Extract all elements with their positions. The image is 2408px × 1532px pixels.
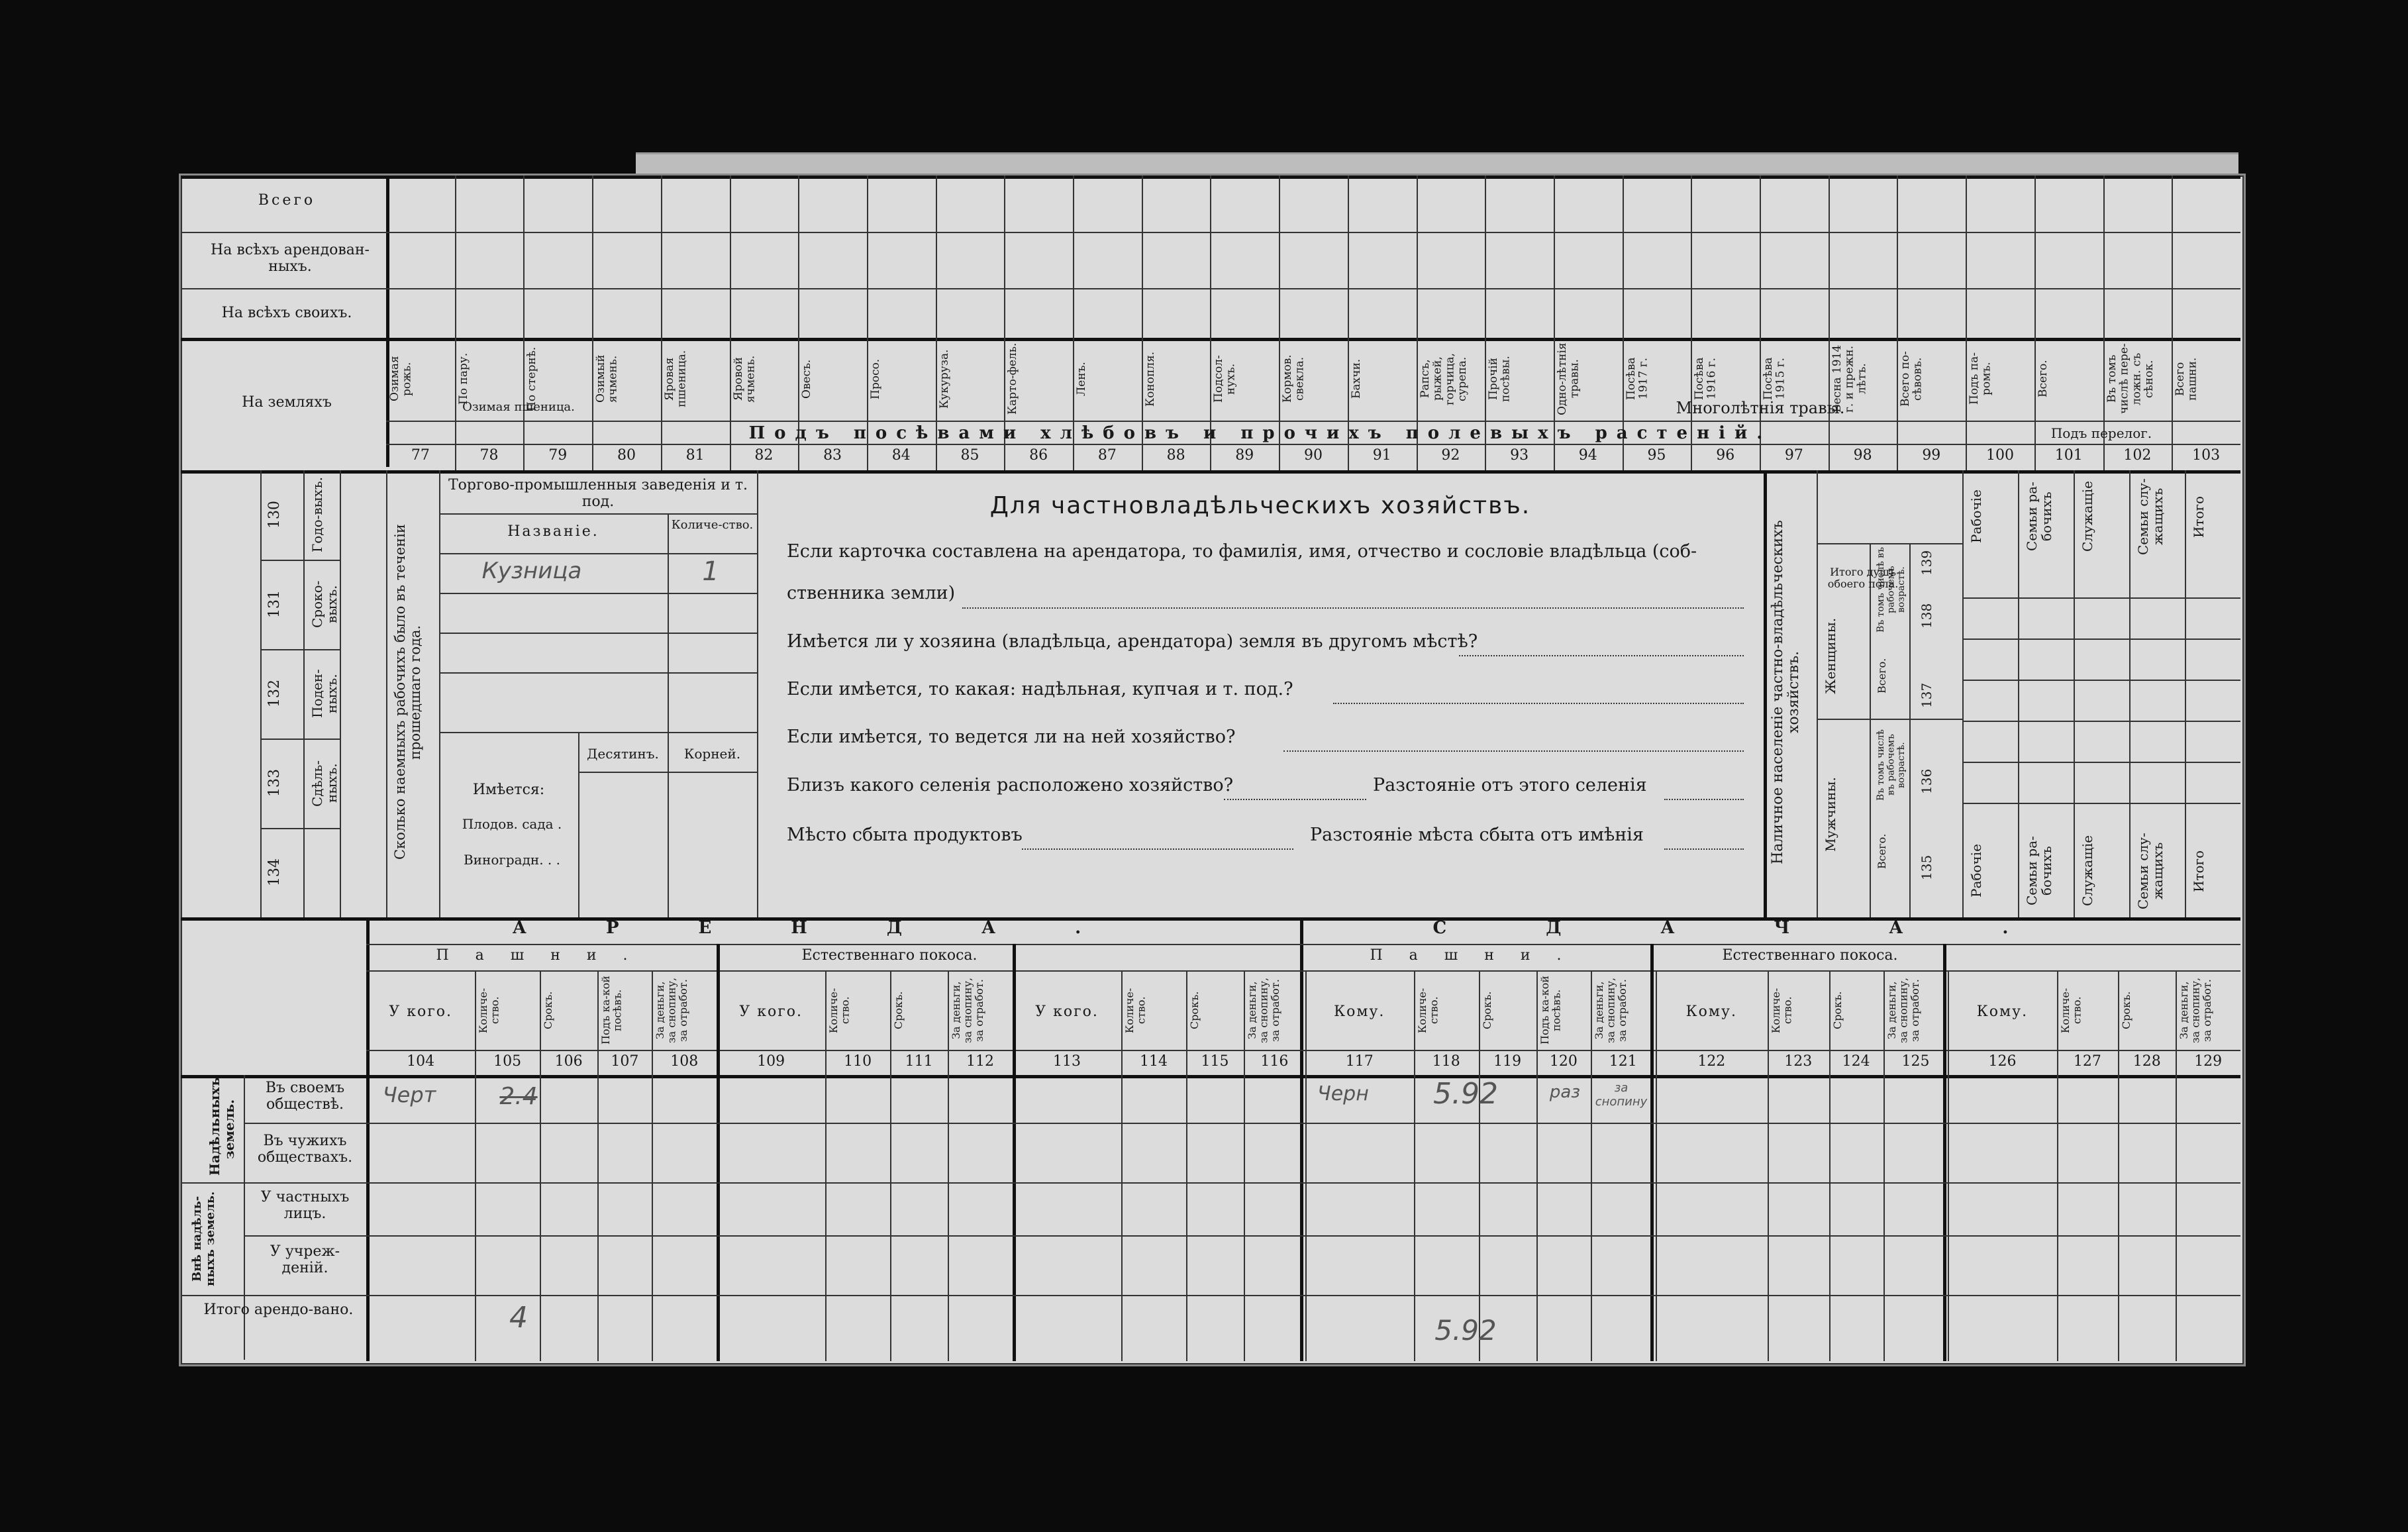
arenda-col-header: Кому. [1685,1003,1737,1020]
pop-vsego-w: Всего. [1876,658,1888,693]
arenda-group-divider [717,944,720,1361]
arenda-col-number: 127 [2073,1053,2101,1070]
crop-header: Озимый ячмень. [594,354,620,403]
arenda-divider [1536,970,1538,1361]
arenda-col-number: 122 [1697,1053,1726,1070]
pop-number: 137 [1919,682,1934,709]
hand-r1-c118: 5.92 [1433,1077,1498,1111]
arenda-col-number: 106 [554,1053,583,1070]
hand-r1-c105: 2.4 [499,1083,538,1110]
crop-number: 88 [1166,447,1185,464]
pop-col-top: Итого [2191,495,2207,538]
crop-header: Прочій посѣвы. [1487,356,1513,402]
private-q4: Если имѣется, то ведется ли на ней хозяйство? [787,727,1236,747]
hand-itogo-118: 5.92 [1434,1314,1497,1347]
arenda-col-number: 117 [1345,1053,1374,1070]
private-q5b: Разстояніе отъ этого селенія [1373,775,1647,795]
arenda-col-number: 109 [757,1053,785,1070]
trade-qty-header: Количе-ство. [671,518,754,532]
private-q1a: Если карточка составлена на арендатора, то фамилія, имя, отчество и сословіе владѣльца (соб- [787,541,1697,562]
pop-divider [2129,470,2131,917]
arenda-col-number: 126 [1988,1053,2017,1070]
pop-vtom-w: Въ томъ числѣ въ рабочемъ возрастѣ. [1876,546,1907,633]
arenda-col-number: 110 [844,1053,872,1070]
pop-row-line [1962,803,2240,804]
crop-number: 94 [1578,447,1597,464]
arenda-col-header: Количе-ство. [827,988,852,1033]
arenda-group-divider [1943,944,1946,1361]
sdacha-pashni: Пашни. [1370,947,1588,964]
crop-number: 79 [548,447,568,464]
mnogoletnie-label: Многолѣтнія травы. [1676,399,1845,417]
crop-header: Кукуруза. [937,349,951,409]
crop-header: Яровой ячмень. [731,355,758,403]
private-q6a: Мѣсто сбыта продуктовъ [787,825,1023,845]
pop-number: 139 [1919,550,1934,576]
arenda-col-header: За деньги, за снопину, за отработ. [1593,977,1629,1044]
pop-divider [1962,470,1964,917]
crop-number: 89 [1235,447,1254,464]
row-arendovannykh: На всѣхъ арендован-ныхъ. [211,242,370,276]
crop-number: 98 [1853,447,1872,464]
arenda-divider [1121,970,1123,1361]
arenda-col-number: 104 [407,1053,435,1070]
perelog-label: Подъ перелог. [2050,425,2152,441]
workers-divider [260,560,340,561]
pop-divider [1817,543,1962,544]
crop-number: 82 [754,447,774,464]
arenda-col-header: Количе-ство. [1123,988,1148,1033]
crop-header: Всего по-сѣвовъ. [1899,351,1925,407]
arenda-col-number: 119 [1493,1053,1522,1070]
crop-header: Въ томъ числѣ пере-ложн. съ сѣнок. [2105,343,2156,415]
crop-header: Кормов. свекла. [1281,354,1307,403]
arenda-divider [2118,970,2119,1361]
private-q3: Если имѣется, то какая: надѣльная, купчая и т. под.? [787,679,1293,699]
row-itogo: Итого арендо-вано. [203,1302,354,1318]
arenda-divider [1948,970,1949,1361]
plodov-label: Плодов. сада . [462,816,562,832]
arenda-col-header: За деньги, за снопину, за отработ. [950,977,986,1044]
crop-number: 81 [685,447,705,464]
crop-header: По пару. [456,352,470,405]
pop-divider [1870,543,1871,917]
arenda-col-header: За деньги, за снопину, за отработ. [1246,977,1282,1044]
pop-divider [2185,470,2186,917]
imeetsya-label: Имѣется: [472,782,545,798]
arenda-col-header: Количе-ство. [1770,988,1794,1033]
arenda-col-header: У кого. [739,1003,803,1020]
crop-header: Посѣва 1917 г. [1624,357,1650,401]
pop-col-bottom: Итого [2191,850,2207,892]
workers-label: Годо-выхъ. [309,477,325,553]
pop-row-line [1962,762,2240,763]
arenda-divider [1244,970,1245,1361]
pop-col-top: Рабочіе [1968,489,1984,544]
pop-itogo-dush: Итого душъ обоего пола. [1827,566,1899,591]
crop-header: Бахчи. [1349,358,1363,399]
pop-number: 135 [1919,854,1934,881]
arenda-col-number: 121 [1609,1053,1637,1070]
row-svoem: Въ своемъ обществѣ. [265,1080,345,1113]
crop-header: Просо. [868,358,882,399]
workers-number: 131 [266,590,283,619]
private-title: Для частновладѣльческихъ хозяйствъ. [989,492,1531,519]
arenda-divider [1414,970,1415,1361]
pop-number: 138 [1919,603,1934,629]
arenda-col-header: Подъ ка-кой посѣвъ. [599,976,624,1045]
arenda-col-header: Срокъ. [891,991,905,1030]
arenda-divider [1656,970,1657,1361]
hand-r1-c121: за снопину [1595,1081,1648,1109]
workers-divider [260,649,340,650]
arenda-col-header: Количе-ство. [1415,988,1440,1033]
pop-women: Женщины. [1823,617,1838,694]
sdacha-title: СДАЧА. [1432,918,2108,938]
arenda-group-divider [1013,944,1016,1361]
workers-divider [260,828,340,829]
private-q5a: Близъ какого селенія расположено хозяйство? [787,775,1234,795]
workers-label: Сдѣль-ныхъ. [309,760,340,807]
arenda-pashni: Пашни. [436,947,654,964]
row-svoikh: На всѣхъ своихъ. [221,305,352,321]
arenda-divider [948,970,949,1361]
pop-divider [2074,470,2075,917]
crop-number: 77 [411,447,430,464]
arenda-group-divider [1650,944,1654,1361]
crop-header: Рапсъ, рыжей, горчица, сурепа. [1418,352,1469,405]
crop-number: 101 [2054,447,2083,464]
crop-number: 99 [1922,447,1941,464]
arenda-divider [597,970,599,1361]
crop-number: 91 [1372,447,1391,464]
ozimaya-pshenitsa-label: Озимая пшеница. [462,400,575,414]
row-chastnykh: У частныхъ лицъ. [260,1189,350,1223]
arenda-divider [1186,970,1187,1361]
hand-r1-c117: Черн [1317,1082,1369,1105]
crop-header: Карто-фель. [1006,342,1020,415]
workers-side-label: Сколько наемныхъ рабочихъ было въ теченіи прошедшаго года. [392,524,424,860]
crop-header: Овесъ. [800,359,814,399]
population-side-label: Наличное населеніе частно-владѣльческихъ хозяйствъ. [1770,520,1803,864]
private-q6b: Разстояніе мѣста сбыта отъ имѣнія [1310,825,1644,845]
arenda-col-header: За деньги, за снопину, за отработ. [2178,977,2214,1044]
pop-col-top: Служащіе [2080,481,2095,552]
arenda-col-header: У кого. [389,1003,452,1020]
pop-divider [2018,470,2019,917]
hand-itogo-105: 4 [509,1301,528,1335]
workers-number: 134 [266,858,283,887]
hand-r1-c120: раз [1549,1082,1581,1102]
workers-label: Сроко-выхъ. [309,580,340,629]
pop-row-line [1962,721,2240,722]
workers-number: 133 [266,769,283,797]
arenda-col-number: 125 [1901,1053,1930,1070]
crop-banner: Подъ посѣвами хлѣбовъ и прочихъ полевыхъ растеній. [748,423,1772,443]
arenda-col-header: За деньги, за снопину, за отработ. [654,977,690,1044]
sdacha-pokos: Естественнаго покоса. [1722,947,1898,964]
pop-col-bottom: Рабочіе [1968,844,1984,898]
workers-label: Поден-ныхъ. [309,669,340,719]
arenda-divider [1768,970,1769,1361]
pop-vtom-m: Въ томъ числѣ въ рабочемъ возрастѣ. [1876,729,1907,801]
pop-row-line [1962,638,2240,640]
workers-divider [260,739,340,740]
arenda-col-number: 108 [670,1053,699,1070]
arenda-divider [1479,970,1480,1361]
arenda-col-number: 120 [1549,1053,1578,1070]
crop-header: Озимая рожь. [388,356,414,402]
crop-number: 92 [1441,447,1460,464]
arenda-col-number: 111 [905,1053,933,1070]
trade-hand-name: Кузница [481,558,582,584]
crop-number: 80 [617,447,636,464]
crop-header: Ленъ. [1075,362,1089,396]
crop-number: 97 [1784,447,1803,464]
arenda-col-number: 105 [493,1053,522,1070]
arenda-col-header: Кому. [1976,1003,2029,1020]
arenda-col-header: Количе-ство. [477,988,501,1033]
workers-number: 130 [266,501,283,529]
crop-number: 87 [1097,447,1117,464]
arenda-divider [1591,970,1592,1361]
arenda-col-header: Срокъ. [1187,991,1201,1030]
crop-number: 83 [823,447,842,464]
crop-header: Одно-лѣтнія травы. [1555,342,1581,415]
crop-header: Подсол-нухъ. [1212,355,1238,403]
arenda-col-number: 113 [1053,1053,1081,1070]
arenda-col-number: 123 [1784,1053,1813,1070]
crop-number: 85 [960,447,979,464]
crop-number: 96 [1716,447,1735,464]
pop-col-bottom: Служащіе [2080,835,2095,907]
crop-number: 95 [1647,447,1666,464]
crop-header: Посѣва 1916 г. [1693,357,1719,401]
crop-number: 102 [2123,447,2152,464]
private-q1b: ственника земли) [787,583,956,603]
korney-header: Корней. [683,746,741,762]
pop-divider [1817,719,1962,720]
arenda-col-number: 129 [2194,1053,2223,1070]
arenda-col-header: Срокъ. [1480,991,1493,1030]
arenda-col-number: 116 [1260,1053,1289,1070]
pop-vsego-m: Всего. [1876,833,1888,869]
arenda-col-number: 114 [1139,1053,1168,1070]
crop-header: По стернѣ. [525,346,539,411]
private-q2: Имѣется ли у хозяина (владѣльца, арендатора) земля въ другомъ мѣстѣ? [787,631,1478,652]
arenda-col-number: 107 [611,1053,639,1070]
arenda-col-number: 118 [1432,1053,1460,1070]
row-group-vne: Внѣ надѣль-ныхъ земель. [190,1191,217,1286]
arenda-col-header: Кому. [1334,1003,1385,1020]
pop-row-line [1962,680,2240,681]
row-na-zemlyakh: На земляхъ [242,394,332,411]
pop-number: 136 [1919,768,1934,795]
pop-col-top: Семьи ра-бочихъ [2024,482,2054,552]
arenda-col-header: Срокъ. [2120,991,2133,1030]
census-card [179,174,2246,1366]
arenda-title: АРЕНДА. [512,918,1161,938]
crop-number: 93 [1510,447,1529,464]
trade-hand-qty: 1 [702,556,719,587]
pop-divider [1909,543,1911,917]
arenda-divider [1883,970,1885,1361]
arenda-col-header: Подъ ка-кой посѣвъ. [1538,976,1563,1045]
arenda-col-number: 128 [2132,1053,2161,1070]
crop-header: Всего пашни. [2174,357,2199,401]
workers-number: 132 [266,680,283,708]
crop-number: 78 [479,447,499,464]
pop-men: Мужчины. [1823,777,1838,852]
trade-name-header: Названіе. [507,523,599,540]
arenda-col-number: 112 [966,1053,995,1070]
desyatin-header: Десятинъ. [587,746,659,762]
crop-number: 90 [1303,447,1323,464]
arenda-divider [1829,970,1831,1361]
crop-number: 103 [2192,447,2221,464]
arenda-divider [1305,970,1307,1361]
crop-header: Подъ па-ромъ. [1968,352,1993,405]
crop-number: 84 [891,447,911,464]
arenda-col-header: У кого. [1035,1003,1099,1020]
arenda-col-header: Количе-ство. [2058,988,2083,1033]
crop-number: 100 [1986,447,2015,464]
crop-header: Яровая пшеница. [662,350,689,408]
arenda-col-number: 115 [1201,1053,1229,1070]
hand-r1-c104: Черт [382,1082,436,1107]
arenda-col-number: 124 [1842,1053,1870,1070]
row-uchrezh: У учреж-деній. [270,1243,340,1277]
pop-col-bottom: Семьи слу-жащихъ [2135,833,2166,909]
pop-col-bottom: Семьи ра-бочихъ [2024,836,2054,906]
row-vsego: Всего [258,192,316,209]
trade-header: Торгово-промышленныя заведенія и т. под. [448,477,748,511]
arenda-col-header: Срокъ. [1831,991,1844,1030]
pop-row-line [1962,597,2240,599]
row-group-nadel: Надѣльныхъ земель. [207,1077,237,1176]
crop-divider [2172,176,2173,470]
arenda-divider [2057,970,2058,1361]
arenda-divider [890,970,891,1361]
row-chuzhikh: Въ чужихъ обществахъ. [257,1133,353,1166]
vinogradn-label: Виноградн. . . [463,852,561,868]
arenda-col-header: Срокъ. [541,991,554,1030]
pop-col-top: Семьи слу-жащихъ [2135,478,2166,555]
crop-header: Конопля. [1143,351,1157,407]
crop-number: 86 [1029,447,1048,464]
crop-header: Посѣва 1915 г. [1762,357,1787,401]
arenda-pokos: Естественнаго покоса. [801,947,978,964]
arenda-col-header: За деньги, за снопину, за отработ. [1885,977,1921,1044]
crop-header: Всего. [2036,360,2050,398]
crop-header: Весна 1914 г. и прежн. лѣтъ. [1830,344,1869,413]
